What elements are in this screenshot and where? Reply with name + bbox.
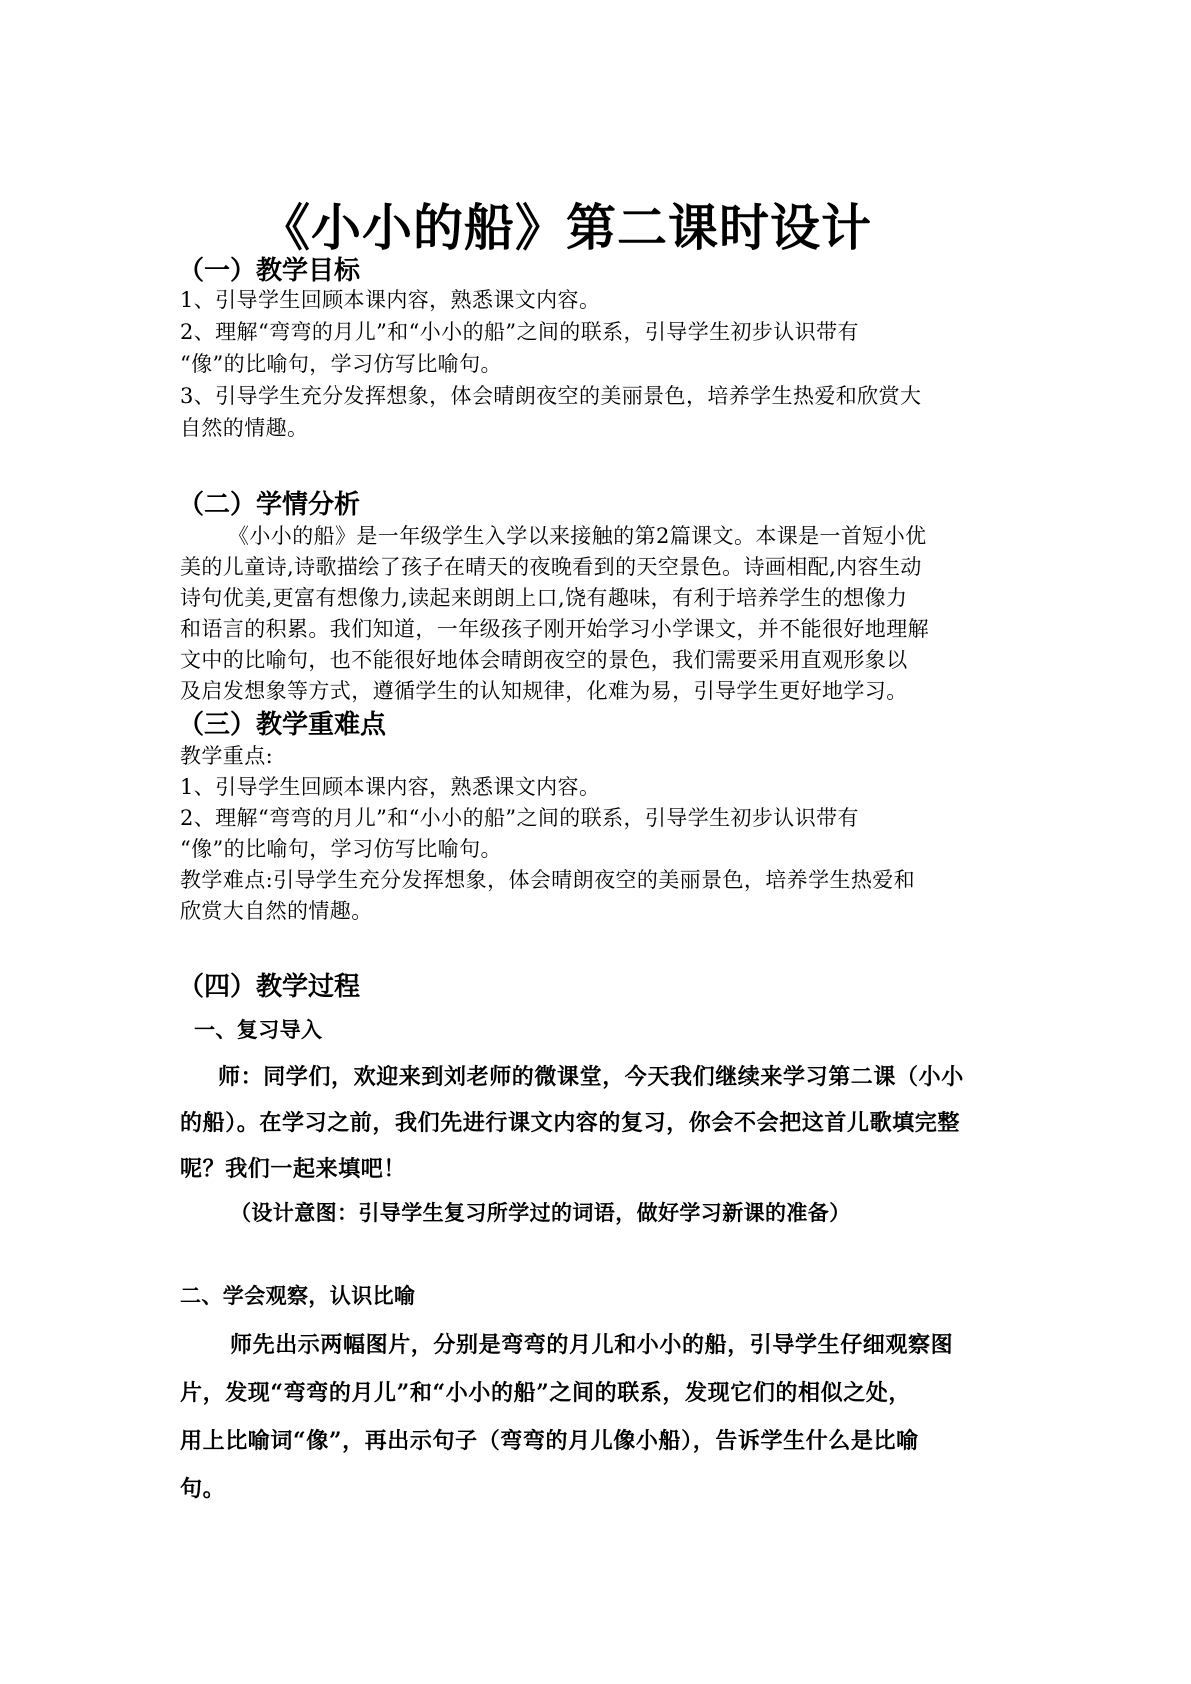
- key-point-line-1: 1、引导学生回顾本课内容，熟悉课文内容。: [180, 775, 601, 799]
- objective-line-2a: 2、理解“弯弯的月儿”和“小小的船”之间的联系，引导学生初步认识带有: [180, 320, 859, 344]
- section-heading-analysis: （二）学情分析: [178, 490, 361, 520]
- process-teacher-line-2a: 师先出示两幅图片，分别是弯弯的月儿和小小的船，引导学生仔细观察图: [230, 1332, 954, 1358]
- section-heading-objectives: （一）教学目标: [178, 256, 361, 286]
- analysis-line-1: 《小小的船》是一年级学生入学以来接触的第2篇课文。本课是一首短小优: [228, 524, 927, 548]
- objective-line-1: 1、引导学生回顾本课内容，熟悉课文内容。: [180, 288, 601, 312]
- key-point-line-2a: 2、理解“弯弯的月儿”和“小小的船”之间的联系，引导学生初步认识带有: [180, 806, 859, 830]
- process-teacher-line-1a: 师：同学们，欢迎来到刘老师的微课堂，今天我们继续来学习第二课（小小: [218, 1064, 964, 1090]
- analysis-line-6: 及启发想象等方式，遵循学生的认知规律，化难为易，引导学生更好地学习。: [180, 679, 908, 703]
- process-teacher-line-2b: 片，发现“弯弯的月儿”和“小小的船”之间的联系，发现它们的相似之处，: [180, 1380, 912, 1406]
- section-heading-process: （四）教学过程: [178, 972, 361, 1002]
- process-teacher-line-2c: 用上比喻词“像”，再出示句子（弯弯的月儿像小船），告诉学生什么是比喻: [180, 1428, 919, 1454]
- key-points-label: 教学重点:: [180, 744, 274, 768]
- objective-line-2b: “像”的比喻句，学习仿写比喻句。: [180, 352, 502, 376]
- process-teacher-line-2d: 句。: [180, 1476, 226, 1502]
- section-heading-keypoints: （三）教学重难点: [178, 710, 387, 740]
- analysis-line-3: 诗句优美,更富有想像力,读起来朗朗上口,饶有趣味，有利于培养学生的想像力: [180, 586, 908, 610]
- analysis-line-4: 和语言的积累。我们知道，一年级孩子刚开始学习小学课文，并不能很好地理解: [180, 617, 929, 641]
- page-title: 《小小的船》第二课时设计: [260, 198, 872, 257]
- key-point-line-2b: “像”的比喻句，学习仿写比喻句。: [180, 837, 502, 861]
- objective-line-3a: 3、引导学生充分发挥想象，体会晴朗夜空的美丽景色，培养学生热爱和欣赏大: [180, 384, 922, 408]
- objective-line-3b: 自然的情趣。: [180, 416, 309, 440]
- process-design-intent: （设计意图：引导学生复习所学过的词语，做好学习新课的准备）: [230, 1200, 851, 1225]
- analysis-line-5: 文中的比喻句，也不能很好地体会晴朗夜空的景色，我们需要采用直观形象以: [180, 648, 908, 672]
- difficulty-line-a: 教学难点:引导学生充分发挥想象，体会晴朗夜空的美丽景色，培养学生热爱和: [180, 868, 916, 892]
- process-step-2-heading: 二、学会观察，认识比喻: [180, 1283, 416, 1308]
- analysis-line-2: 美的儿童诗,诗歌描绘了孩子在晴天的夜晚看到的天空景色。诗画相配,内容生动: [180, 555, 922, 579]
- difficulty-line-b: 欣赏大自然的情趣。: [180, 899, 373, 923]
- process-step-1-heading: 一、复习导入: [194, 1017, 323, 1042]
- process-teacher-line-1b: 的船）。在学习之前，我们先进行课文内容的复习，你会不会把这首儿歌填完整: [180, 1110, 961, 1136]
- process-teacher-line-1c: 呢？我们一起来填吧！: [180, 1156, 407, 1182]
